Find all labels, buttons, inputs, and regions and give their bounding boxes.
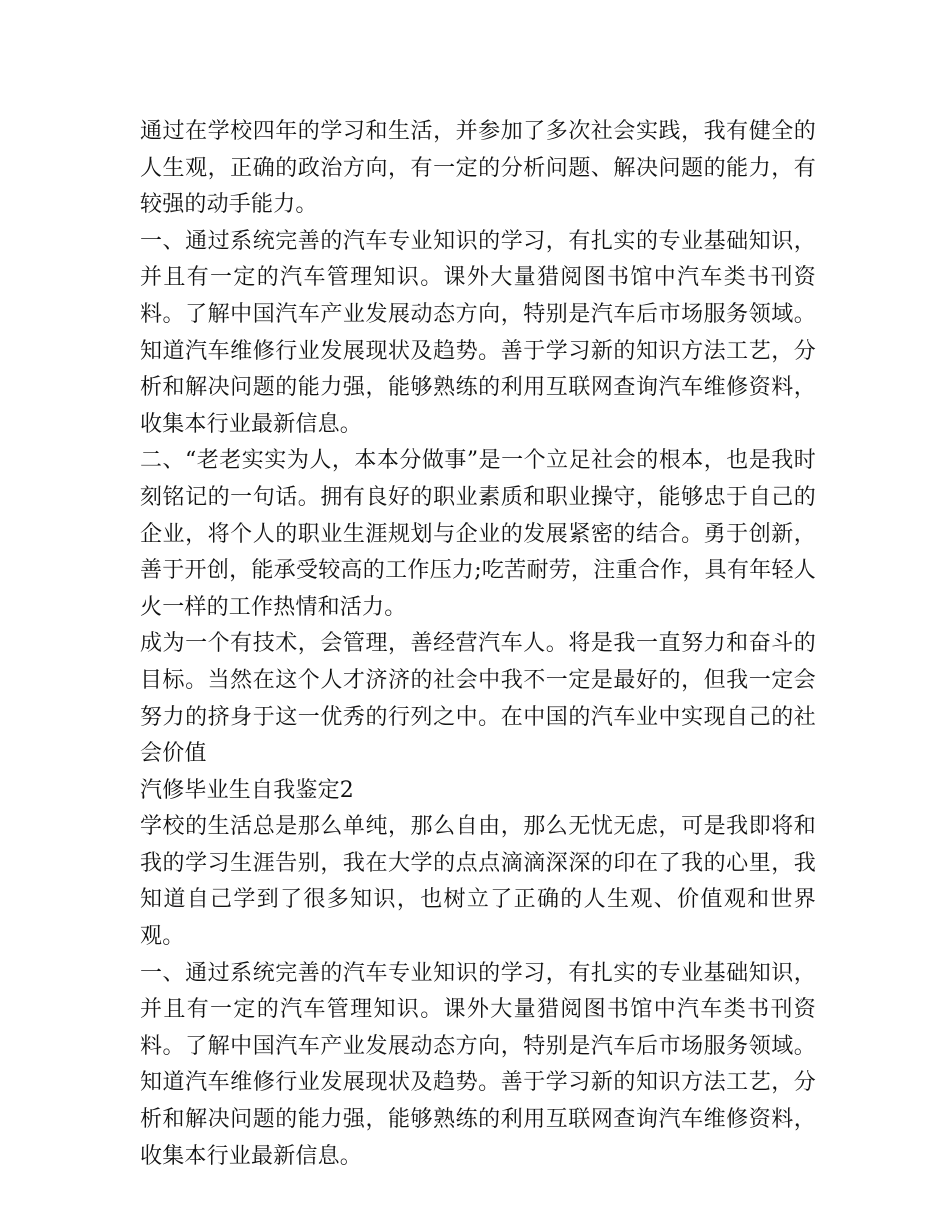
document-body — [140, 114, 816, 1175]
goal-paragraph: 成为一个有技术，会管理，善经营汽车人。将是我一直努力和奋斗的目标。当然在这个人才济济的社会中我不一定是最好的，但我一定会努力的挤身于这一优秀的行列之中。在中国的汽车业中实现自己的社会价值 — [140, 631, 816, 767]
section-heading: 汽修毕业生自我鉴定2 — [140, 777, 354, 803]
school-life-paragraph: 学校的生活总是那么单纯，那么自由，那么无忧无虑，可是我即将和我的学习生涯告别，我在大学的点点滴滴深深的印在了我的心里，我知道自己学到了很多知识，也树立了正确的人生观、价值观和世界观。 — [140, 814, 816, 950]
point-one-paragraph: 一、通过系统完善的汽车专业知识的学习，有扎实的专业基础知识，并且有一定的汽车管理知识。课外大量猎阅图书馆中汽车类书刊资料。了解中国汽车产业发展动态方向，特别是汽车后市场服务领域。知道汽车维修行业发展现状及趋势。善于学习新的知识方法工艺，分析和解决问题的能力强，能够熟练的利用互联网查询汽车维修资料，收集本行业最新信息。 — [140, 228, 816, 437]
point-two-paragraph: 二、“老老实实为人，本本分做事”是一个立足社会的根本，也是我时刻铭记的一句话。拥有良好的职业素质和职业操守，能够忠于自己的企业，将个人的职业生涯规划与企业的发展紧密的结合。勇于创新，善于开创，能承受较高的工作压力;吃苦耐劳，注重合作，具有年轻人火一样的工作热情和活力。 — [140, 448, 816, 620]
point-one-repeat-paragraph: 一、通过系统完善的汽车专业知识的学习，有扎实的专业基础知识，并且有一定的汽车管理知识。课外大量猎阅图书馆中汽车类书刊资料。了解中国汽车产业发展动态方向，特别是汽车后市场服务领域。知道汽车维修行业发展现状及趋势。善于学习新的知识方法工艺，分析和解决问题的能力强，能够熟练的利用互联网查询汽车维修资料，收集本行业最新信息。 — [140, 960, 816, 1169]
intro-paragraph: 通过在学校四年的学习和生活，并参加了多次社会实践，我有健全的人生观，正确的政治方向，有一定的分析问题、解决问题的能力，有较强的动手能力。 — [140, 119, 816, 218]
